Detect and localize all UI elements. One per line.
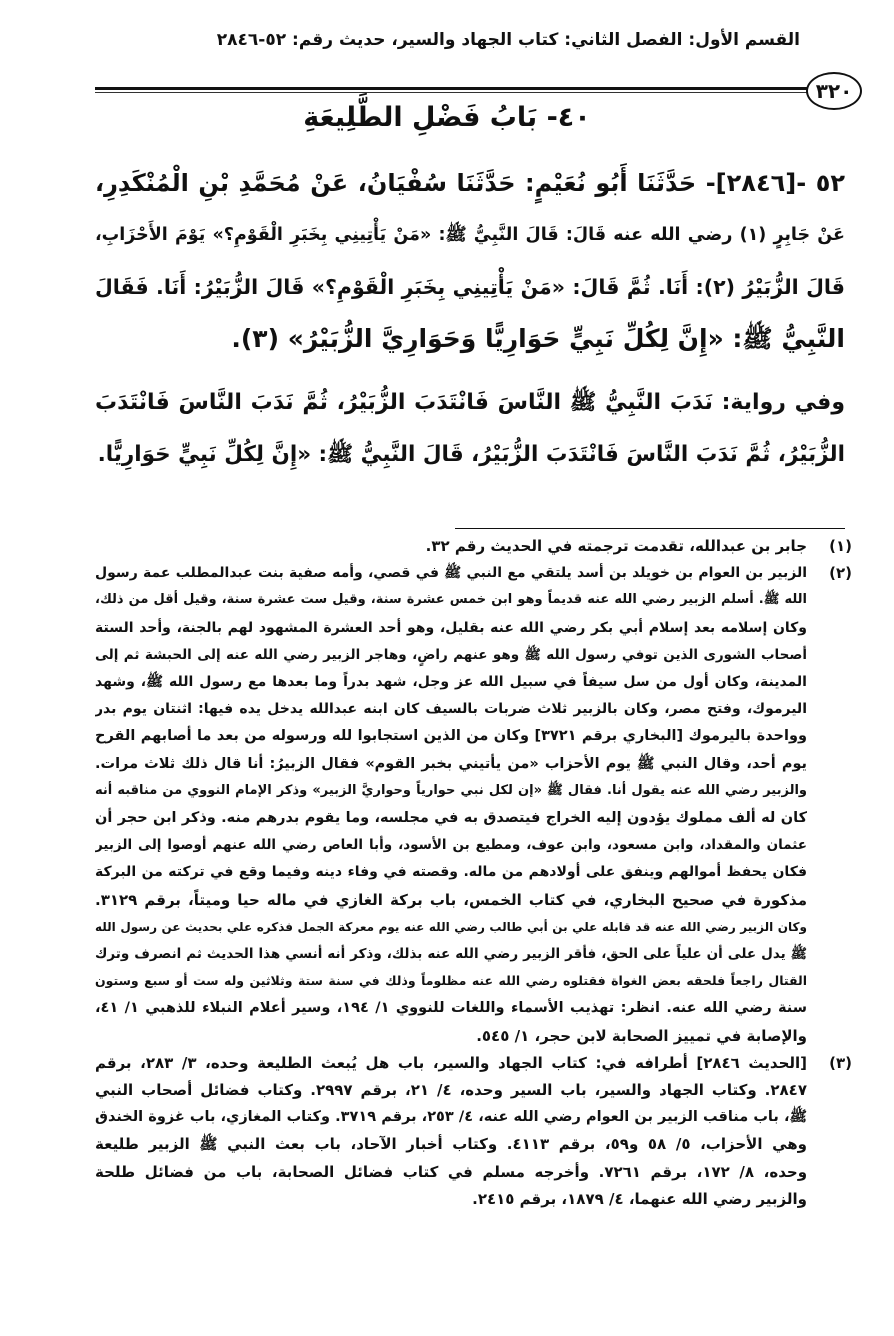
footnote-line: أصحاب الشورى الذين توفي رسول الله ﷺ وهو عنهم راضٍ، وهاجر الزبير رضي الله عنه إلى الحبشة ثم إلى (95, 646, 807, 663)
footnote-line: والإصابة في تمييز الصحابة لابن حجر، ١/ ٥٤٥. (476, 1026, 807, 1045)
footnote-marker: (٣) (829, 1053, 852, 1072)
footnote-marker: (٢) (829, 564, 852, 583)
hadith-line: الزُّبَيْرُ، ثُمَّ نَدَبَ النَّاسَ فَانْتَدَبَ الزُّبَيْرُ، قَالَ النَّبِيُّ ﷺ: «إِنَّ لِكُلِّ نَبِيٍّ حَوَارِيًّا. (97, 442, 845, 467)
footnote-line: الزبير بن العوام بن خويلد بن أسد يلتقي مع النبي ﷺ في قصي، وأمه صفية بنت عبدالمطلب عمة رسول (95, 565, 807, 582)
page-number: ٣٢٠ (806, 72, 862, 110)
footnote-separator (455, 528, 845, 529)
footnote-line: وهي الأحزاب، ٥/ ٥٨ و٥٩، برقم ٤١١٣. وكتاب أخبار الآحاد، باب بعث النبي ﷺ الزبير طليعة (95, 1135, 807, 1154)
footnote-line: [الحديث ٢٨٤٦] أطرافه في: كتاب الجهاد والسير، باب هل يُبعث الطليعة وحده، ٣/ ٢٨٣، برقم (95, 1053, 807, 1072)
footnote-line: سنة رضي الله عنه. انظر: تهذيب الأسماء واللغات للنووي ١/ ١٩٤، وسير أعلام النبلاء للذهبي ١/ ٤١، (95, 1000, 807, 1017)
footnote-line: الله ﷺ. أسلم الزبير رضي الله عنه قديماً وهو ابن خمس عشرة سنة، وقيل ست عشرة سنة، وقيل أقل من ذلك، (95, 592, 807, 608)
footnote-line: وكان إسلامه بعد إسلام أبي بكر رضي الله عنه بقليل، وهو أحد العشرة المشهود لهم بالجنة، وأحد الستة (95, 619, 807, 636)
footnote-line: مذكورة في صحيح البخاري، في كتاب الخمس، باب بركة الغازي في ماله حيا وميتاً، برقم ٣١٢٩. (95, 890, 807, 909)
header-rule (95, 87, 807, 90)
hadith-line: عَنْ جَابِرٍ (١) رضي الله عنه قَالَ: قَالَ النَّبِيُّ ﷺ: «مَنْ يَأْتِينِي بِخَبَرِ الْقَوْمِ؟» يَوْمَ الأَحْزَابِ، (95, 225, 845, 245)
footnote-line: يوم أحد، وقال النبي ﷺ يوم الأحزاب «من يأتيني بخبر القوم» فقال الزبيرُ: أنا قال ذلك ثلاث مرات. (95, 755, 807, 772)
footnote-line: ﷺ يدل على أن علياً على الحق، فأقر الزبير رضي الله عنه بذلك، وذكر أنه أنسي هذا الحديث ثم انصرف وترك (95, 946, 807, 962)
header-rule-thin (95, 92, 807, 93)
footnote-line: ﷺ، باب مناقب الزبير بن العوام رضي الله عنه، ٤/ ٢٥٣، برقم ٣٧١٩. وكتاب المغازي، باب غزوة الخندق (95, 1109, 807, 1126)
footnote-marker: (١) (829, 537, 852, 555)
hadith-line: ٥٢ -[٢٨٤٦]- حَدَّثَنَا أَبُو نُعَيْمٍ: حَدَّثَنَا سُفْيَانُ، عَنْ مُحَمَّدِ بْنِ الْمُنْكَدِرِ، (95, 169, 845, 197)
footnote-line: وواحدة باليرموك [البخاري برقم ٣٧٢١] وكان من الذين استجابوا لله ورسوله من بعد ما أصابهم القرح (95, 728, 807, 745)
footnote-line: وحده، ٨/ ١٧٢، برقم ٧٢٦١. وأخرجه مسلم في كتاب فضائل الصحابة، باب من فضائل طلحة (95, 1162, 807, 1181)
hadith-line: قَالَ الزُّبَيْرُ (٢): أَنَا. ثُمَّ قَالَ: «مَنْ يَأْتِينِي بِخَبَرِ الْقَوْمِ؟» قَالَ الزُّبَيْرُ: أَنَا. فَقَالَ (95, 275, 845, 299)
footnote-line: فكان يحفظ أموالهم وينفق على أولادهم من ماله. وقصته في وفاء دينه وفيما وقع في تركته من البركة (95, 864, 807, 881)
footnote-line: جابر بن عبدالله، تقدمت ترجمته في الحديث رقم ٣٢. (425, 537, 807, 555)
footnote-line: عثمان والمقداد، وابن مسعود، وابن عوف، ومطيع بن الأسود، وأبا العاص رضي الله عنهم أوصوا إلى الزبير (95, 837, 807, 854)
running-header: القسم الأول: الفصل الثاني: كتاب الجهاد والسير، حديث رقم: ٥٢-٢٨٤٦ (216, 30, 800, 50)
footnote-line: ٢٨٤٧. وكتاب الجهاد والسير، باب السير وحده، ٤/ ٢١، برقم ٢٩٩٧. وكتاب فضائل أصحاب النبي (95, 1081, 807, 1099)
footnote-line: اليرموك، وفتح مصر، وكان بالزبير ثلاث ضربات بالسيف كان ابنه عبدالله يدخل يده فيها: اثنتان يوم بدر (95, 701, 807, 718)
footnote-line: والزبير رضي الله عنهما، ٤/ ١٨٧٩، برقم ٢٤١٥. (472, 1189, 807, 1208)
hadith-line: النَّبِيُّ ﷺ: «إِنَّ لِكُلِّ نَبِيٍّ حَوَارِيًّا وَحَوَارِيَّ الزُّبَيْرُ» (٣). (231, 324, 845, 353)
footnote-line: والزبير رضي الله عنه يقول أنا. فقال ﷺ «إن لكل نبي حوارياً وحواريَّ الزبير» وذكر الإمام النووي من مناقبه أنه (95, 782, 807, 798)
hadith-line: وفي رواية: نَدَبَ النَّبِيُّ ﷺ النَّاسَ فَانْتَدَبَ الزُّبَيْرُ، ثُمَّ نَدَبَ النَّاسَ فَانْتَدَبَ (95, 390, 845, 415)
footnote-line: القتال راجعاً فلحقه بعض الغواة فقتلوه رضي الله عنه مظلوماً وذلك في سنة ستة وثلاثين وله ست أو سبع وستون (95, 973, 807, 989)
chapter-title: ٤٠- بَابُ فَضْلِ الطَّلِيعَةِ (303, 102, 591, 133)
footnote-line: المدينة، وكان أول من سل سيفاً في سبيل الله عز وجل، شهد بدراً وما بعدها مع رسول الله ﷺ، وشهد (95, 674, 807, 690)
footnote-line: وكان الزبير رضي الله عنه قد قابله علي بن أبي طالب رضي الله عنه يوم معركة الجمل فذكره علي بحديث عن رسول الله (95, 919, 807, 934)
footnote-line: كان له ألف مملوك يؤدون إليه الخراج فيتصدق به في مجلسه، وما يقوم بدرهم منه. وذكر ابن حجر أن (95, 810, 807, 826)
